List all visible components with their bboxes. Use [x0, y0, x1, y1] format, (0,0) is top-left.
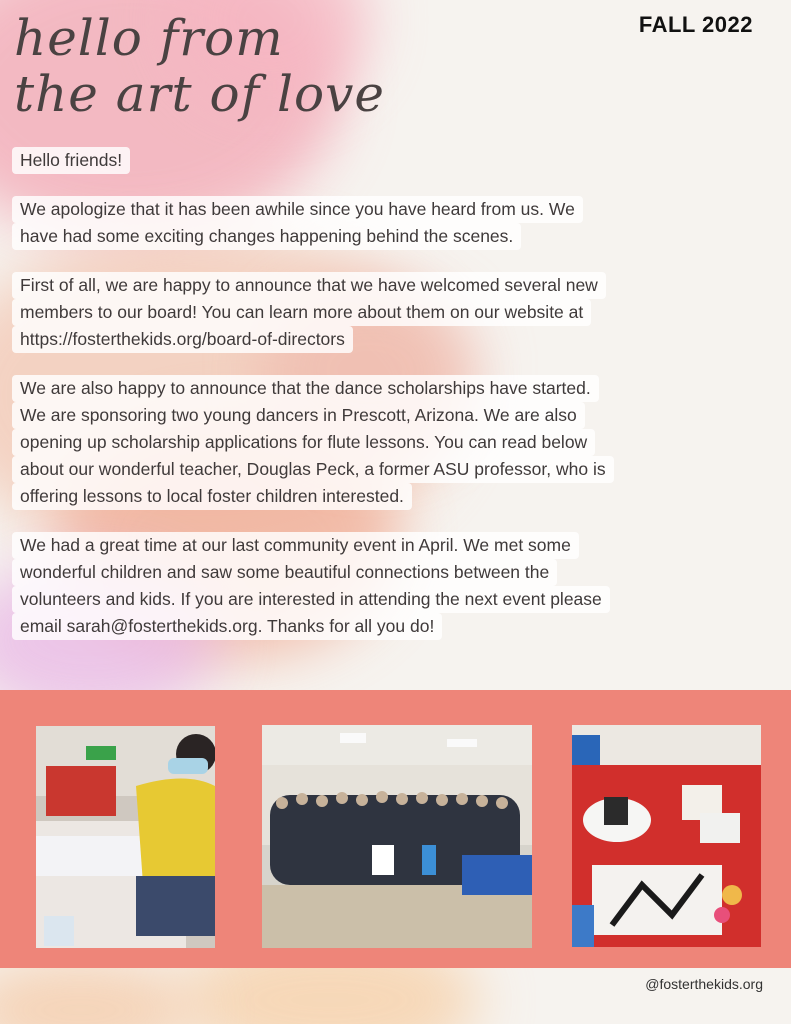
photo-crafting-volunteer [36, 726, 215, 948]
newsletter-letter [12, 147, 782, 662]
paragraph-apology [12, 196, 782, 250]
paragraph-line: about our wonderful teacher, Douglas Peck, a former ASU professor, who is [12, 456, 614, 483]
paragraph-line: We had a great time at our last community event in April. We met some [12, 532, 579, 559]
paragraph-line: members to our board! You can learn more about them on our website at [12, 299, 591, 326]
paragraph-line: offering lessons to local foster children interested. [12, 483, 412, 510]
paragraph-line: wonderful children and saw some beautiful connections between the [12, 559, 557, 586]
paragraph-line: First of all, we are happy to announce that we have welcomed several new [12, 272, 606, 299]
paragraph-line: We apologize that it has been awhile since you have heard from us. We [12, 196, 583, 223]
paragraph-scholarships [12, 375, 782, 510]
photo-art-table [572, 725, 761, 947]
paragraph-line: opening up scholarship applications for flute lessons. You can read below [12, 429, 595, 456]
title-line-1: hello from [14, 9, 284, 67]
board-link[interactable]: https://fosterthekids.org/board-of-directors [12, 326, 353, 353]
paragraph-board [12, 272, 782, 353]
email-link-line[interactable]: email sarah@fosterthekids.org. Thanks for all you do! [12, 613, 442, 640]
paragraph-community-event [12, 532, 782, 640]
photo-community-group [262, 725, 532, 948]
paragraph-line: We are sponsoring two young dancers in Prescott, Arizona. We are also [12, 402, 585, 429]
paragraph-line: We are also happy to announce that the dance scholarships have started. [12, 375, 599, 402]
greeting [12, 147, 782, 174]
season-label: FALL 2022 [638, 12, 753, 37]
paragraph-line: volunteers and kids. If you are interested in attending the next event please [12, 586, 610, 613]
photo-band [0, 690, 791, 968]
title-line-2: the art of love [14, 65, 385, 123]
greeting-text: Hello friends! [12, 147, 130, 174]
paragraph-line: have had some exciting changes happening behind the scenes. [12, 223, 521, 250]
newsletter-title [14, 10, 385, 122]
social-handle[interactable]: @fosterthekids.org [645, 976, 763, 992]
